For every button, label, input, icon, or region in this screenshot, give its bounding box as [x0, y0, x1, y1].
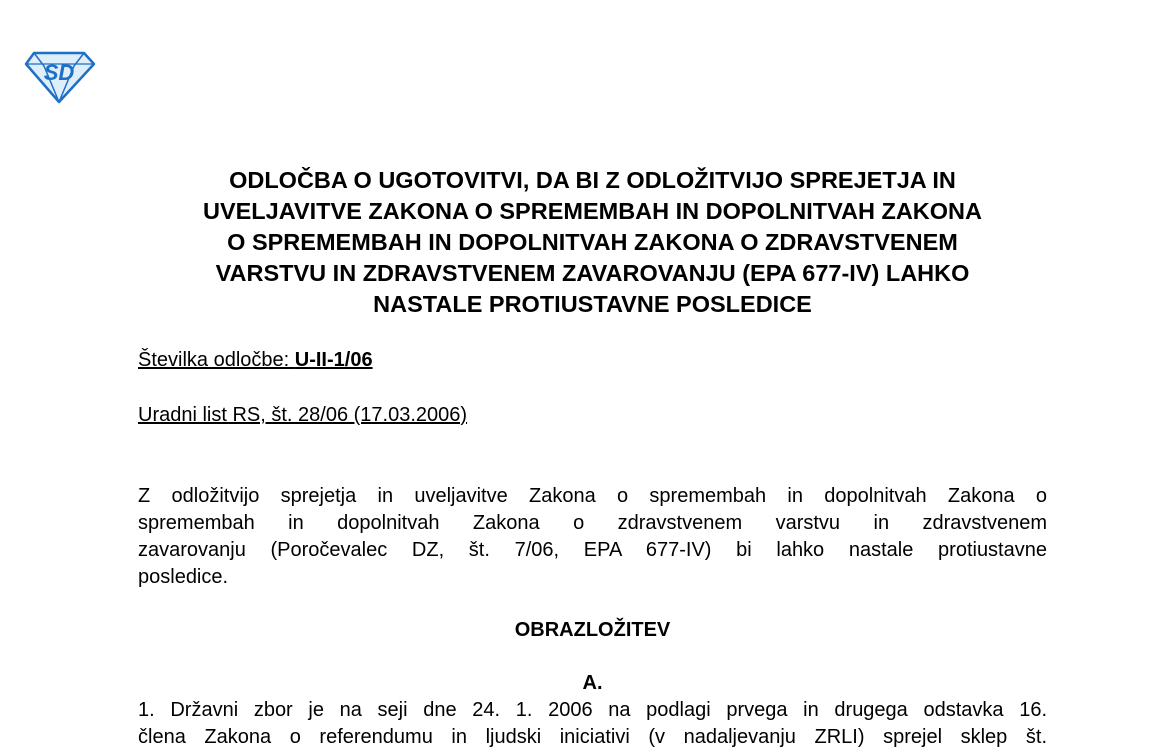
decision-number: U-II-1/06 [294, 349, 373, 371]
reasoning-line: 1. Državni zbor je na seji dne 24. 1. 2006 na podlagi prvega in drugega odstavka 16. [138, 699, 1047, 721]
document-title [138, 165, 1047, 320]
official-gazette-reference: Uradni list RS, št. 28/06 (17.03.2006) [138, 404, 468, 426]
ruling-line: zavarovanju (Poročevalec DZ, št. 7/06, EPA 677-IV) bi lahko nastale protiustavne [138, 539, 1047, 561]
reasoning-heading: OBRAZLOŽITEV [514, 619, 671, 641]
decision-number-line [138, 348, 373, 372]
ruling-paragraph [138, 483, 1047, 591]
title-line: UVELJAVITVE ZAKONA O SPREMEMBAH IN DOPOLNITVAH ZAKONA [202, 198, 982, 224]
ruling-line: spremembah in dopolnitvah Zakona o zdravstvenem varstvu in zdravstvenem [138, 512, 1047, 534]
section-heading: A. [582, 672, 603, 694]
title-line: ODLOČBA O UGOTOVITVI, DA BI Z ODLOŽITVIJO SPREJETJA IN [229, 167, 956, 193]
court-logo-icon [22, 50, 96, 104]
logo-letters: SD [43, 60, 75, 85]
decision-number-label: Številka odločbe: [138, 349, 295, 371]
reasoning-line: člena Zakona o referendumu in ljudski iniciativi (v nadaljevanju ZRLI) sprejel sklep št. [138, 726, 1047, 748]
ruling-line: Z odložitvijo sprejetja in uveljavitve Zakona o spremembah in dopolnitvah Zakona o [138, 485, 1047, 507]
ruling-line: posledice. [138, 566, 229, 588]
title-line: VARSTVU IN ZDRAVSTVENEM ZAVAROVANJU (EPA 677-IV) LAHKO [215, 260, 970, 286]
title-line: O SPREMEMBAH IN DOPOLNITVAH ZAKONA O ZDRAVSTVENEM [227, 229, 958, 255]
title-line: NASTALE PROTIUSTAVNE POSLEDICE [373, 291, 812, 317]
